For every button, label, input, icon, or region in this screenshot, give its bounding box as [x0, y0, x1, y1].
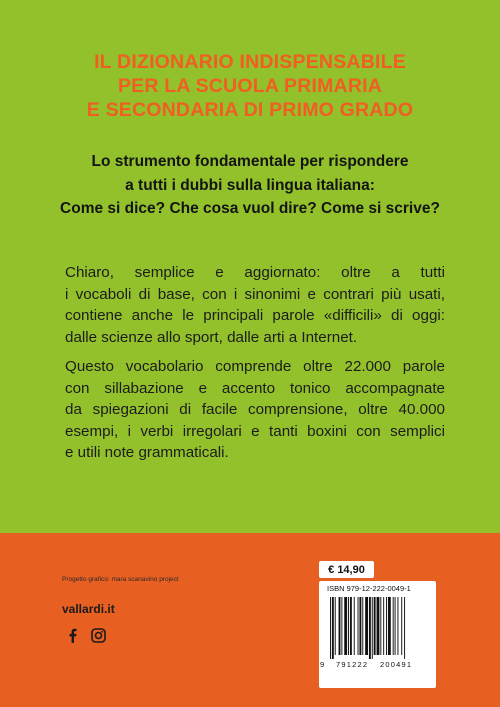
paragraph-line: Questo vocabolario comprende oltre 22.000 parole	[65, 358, 445, 375]
paragraph-line: contiene anche le principali parole «difficili» di oggi:	[65, 307, 445, 324]
barcode-bar	[395, 597, 396, 655]
barcode-bar	[397, 597, 398, 655]
barcode-bar	[350, 597, 352, 655]
headline-line: IL DIZIONARIO INDISPENSABILE	[94, 51, 406, 73]
paragraph-line: con sillabazione e accento tonico accompagnate	[65, 379, 445, 397]
barcode-bar	[388, 597, 391, 655]
barcode-bar	[393, 597, 394, 655]
subheading	[0, 150, 500, 221]
description-paragraph-2	[65, 356, 445, 464]
barcode-bar	[358, 597, 359, 655]
facebook-icon[interactable]	[67, 628, 78, 643]
barcode-bar	[362, 597, 363, 655]
barcode-bar	[330, 597, 331, 659]
barcode-bar	[404, 597, 405, 659]
paragraph-line: e utili note grammaticali.	[65, 444, 229, 461]
publisher-website[interactable]: vallardi.it	[62, 602, 115, 616]
barcode-bar	[401, 597, 402, 655]
barcode-bar	[344, 597, 347, 655]
paragraph-line: esempi, i verbi irregolari e tanti boxini con semplici	[65, 422, 445, 440]
paragraph-line: dalle scienze allo sport, dalle arti a Internet.	[65, 328, 358, 346]
barcode-bar	[348, 597, 349, 655]
ean-first-digit: 9	[320, 660, 325, 669]
description-paragraph-1	[65, 262, 445, 348]
price-tag	[319, 561, 374, 578]
ean-left-digits: 791222	[336, 660, 369, 669]
barcode-bar	[369, 597, 371, 659]
barcode-bar	[365, 597, 368, 655]
subheading-line: Come si dice? Che cosa vuol dire? Come si scrive?	[60, 200, 440, 217]
barcode-bar	[341, 597, 342, 655]
headline-line: PER LA SCUOLA PRIMARIA	[117, 75, 383, 97]
barcode-bar	[339, 597, 341, 655]
isbn-barcode-box	[319, 581, 436, 688]
barcode-bar	[335, 597, 336, 655]
paragraph-line: da spiegazioni di facile comprensione, oltre 40.000	[65, 401, 445, 418]
barcode-bar	[332, 597, 334, 659]
instagram-icon[interactable]	[91, 628, 106, 643]
barcode-bar	[383, 597, 384, 655]
subheading-line: a tutti i dubbi sulla lingua italiana:	[125, 176, 375, 194]
barcode-bar	[374, 597, 376, 655]
headline	[0, 50, 500, 122]
headline-line: E SECONDARIA DI PRIMO GRADO	[86, 99, 414, 121]
design-credit: Progetto grafico: mara scanavino project	[62, 576, 179, 583]
barcode-bar	[380, 597, 381, 655]
paragraph-line: Chiaro, semplice e aggiornato: oltre a tutti	[65, 264, 445, 281]
barcode-bar	[372, 597, 373, 659]
barcode-bar	[377, 597, 380, 655]
paragraph-line: i vocaboli di base, con i sinonimi e contrari più usati,	[65, 285, 445, 303]
barcode	[327, 597, 429, 659]
barcode-bar	[386, 597, 387, 655]
ean-right-digits: 200491	[380, 660, 413, 669]
price-value: € 14,90	[328, 563, 365, 576]
isbn-number: ISBN 979-12-222-0049-1	[327, 584, 411, 593]
subheading-line: Lo strumento fondamentale per rispondere	[91, 153, 409, 170]
barcode-bar	[354, 597, 355, 655]
barcode-bar	[359, 597, 361, 655]
social-links	[67, 628, 106, 643]
